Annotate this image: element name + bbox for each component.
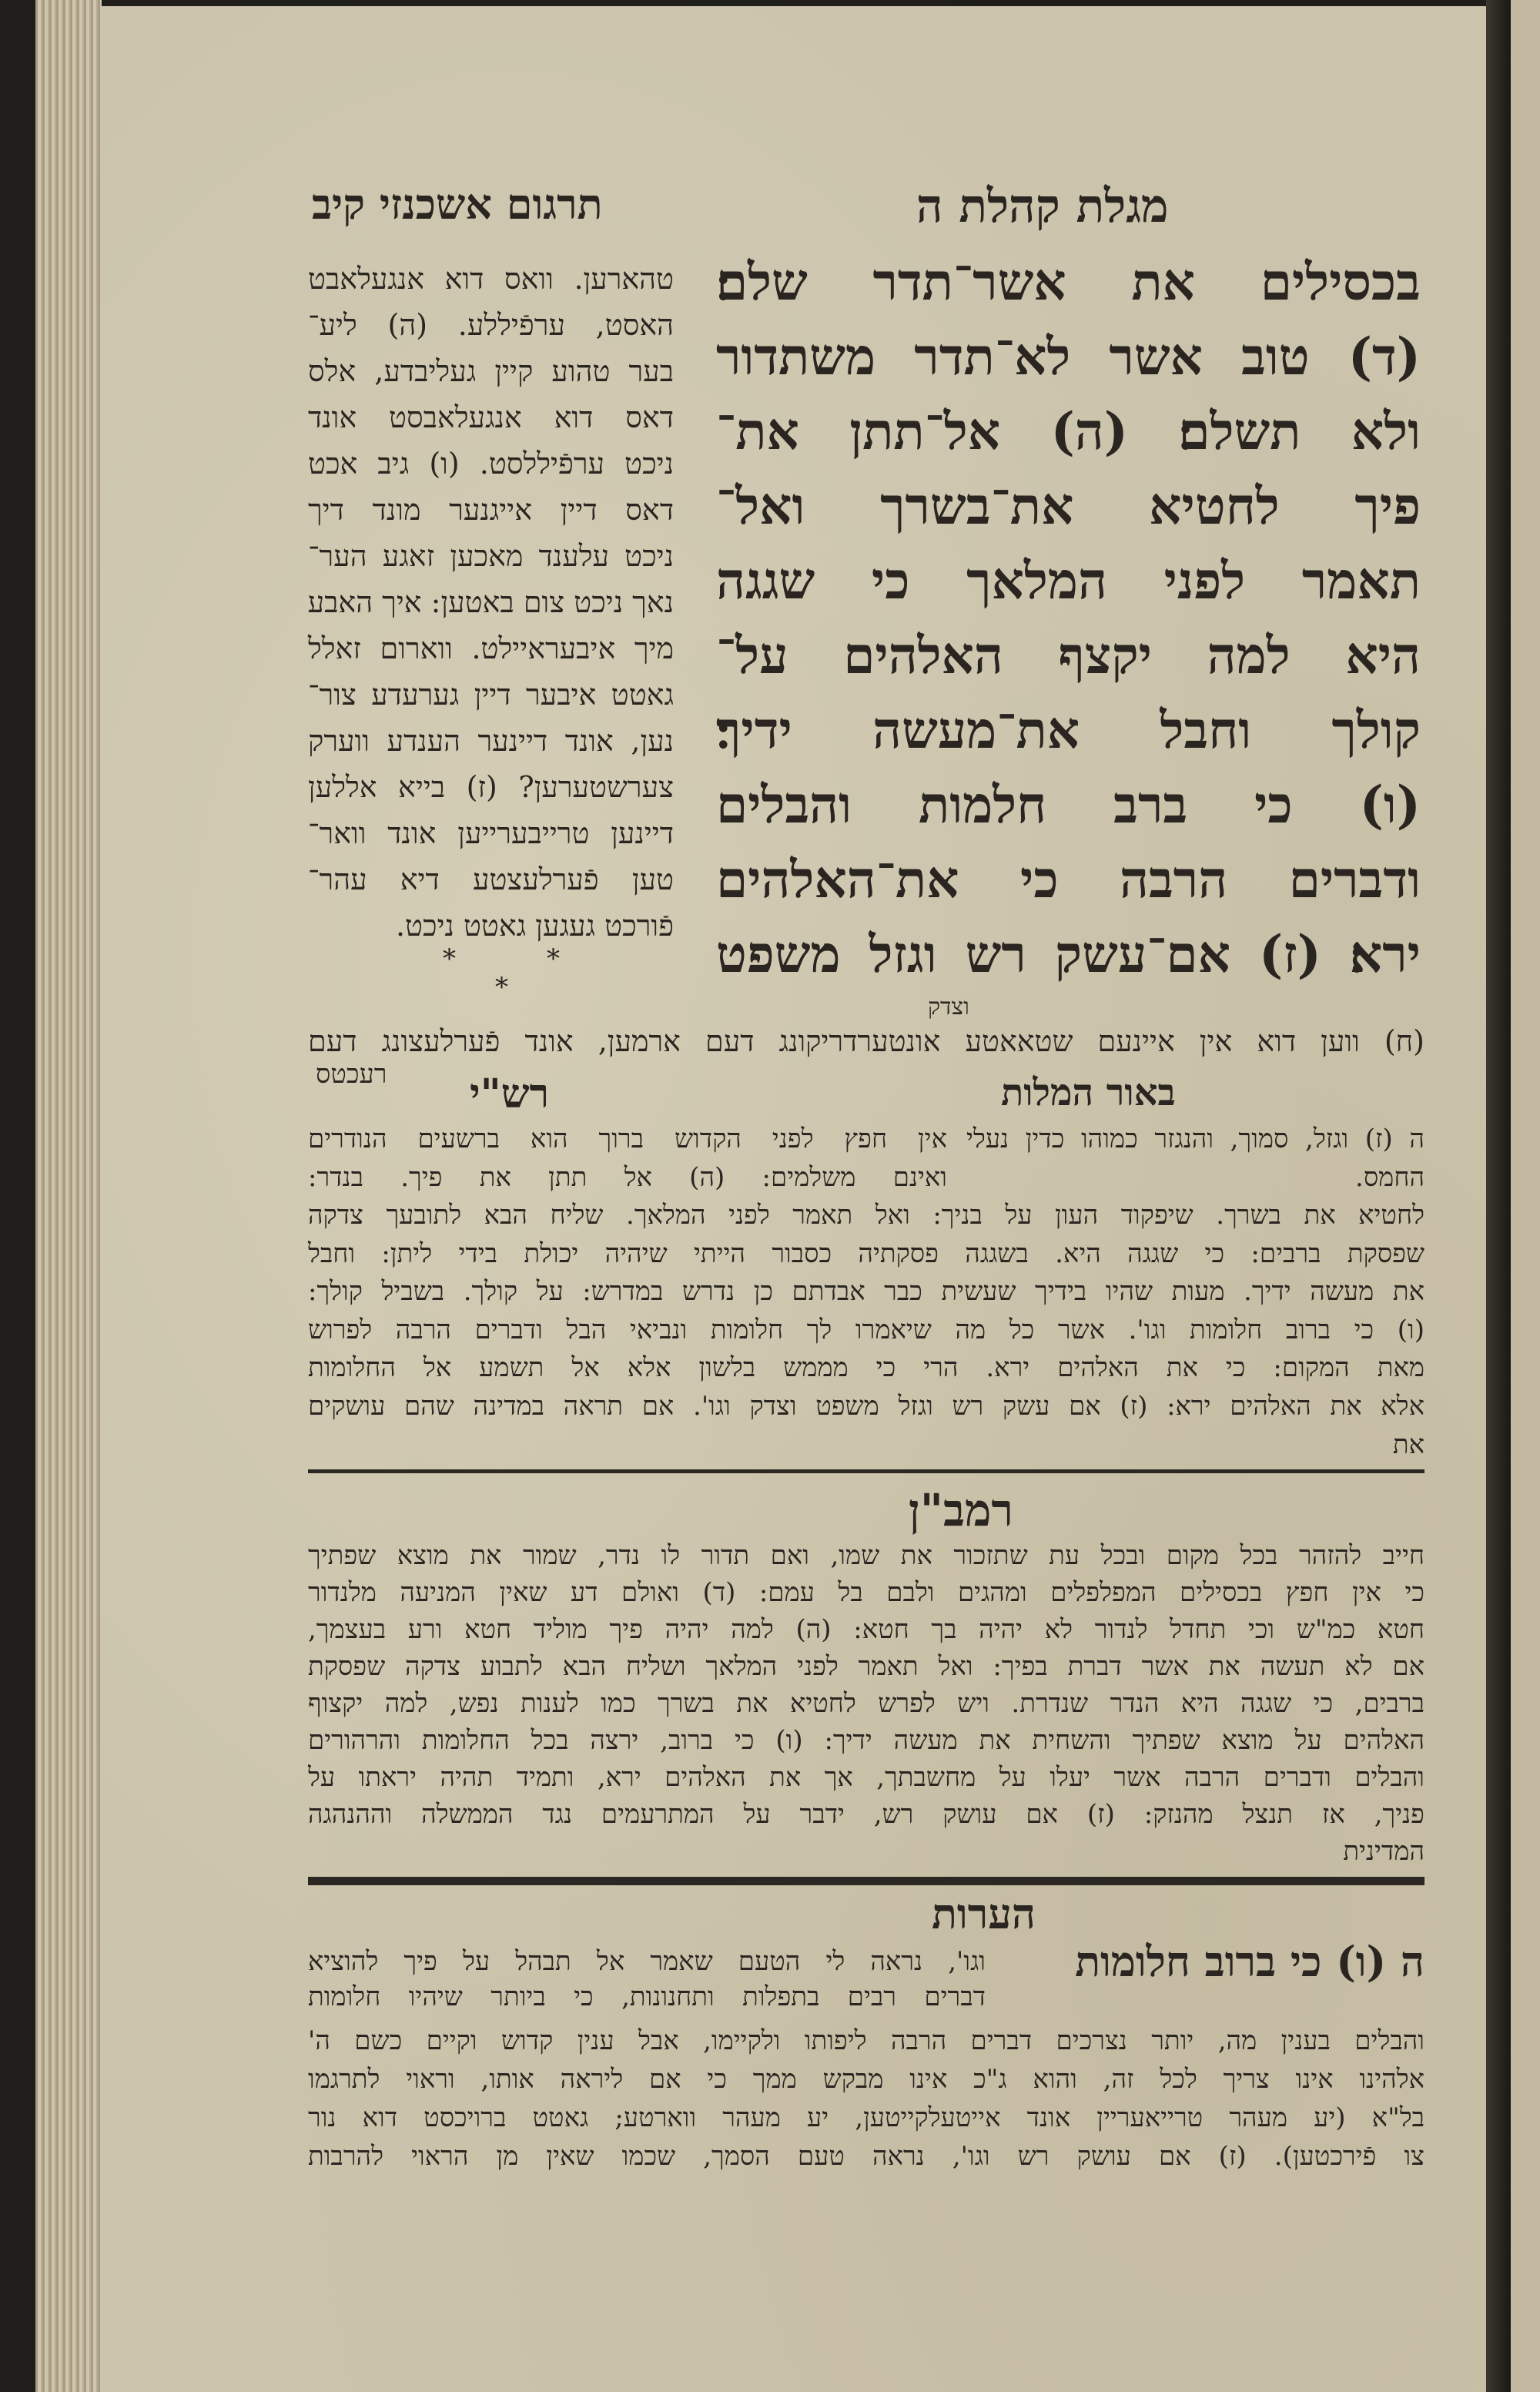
star-ornament: * [547,943,560,974]
note-line: צו פֿירכטען). (ז) אם עושק רש וגו', נראה טעם הסמך, שכמו שאין מן הראוי להרבות [308,2141,1424,2172]
star-ornament: * [443,943,456,974]
ramban-title: רמב"ן [909,1484,1013,1536]
ramban-line: המדינית [1343,1836,1424,1867]
verse-line: קולך וחבל את־מעשה ידיך׃ [716,700,1421,760]
targum-line: נען, אונד דיינער הענדע ווערק [308,724,674,758]
running-title: מגלת קהלת ה [916,179,1169,233]
facing-page-edge [1511,0,1540,2392]
targum-line: (ח) ווען דוא אין איינעם שטאאטע אונטערדריקונג דעם ארמען, אונד פֿערלעצונג דעם [308,1024,1424,1058]
targum-line: מיך איבעראיילט. ווארום זאלל [308,632,674,665]
verse-line: ולא תשלם׃ (ה) אל־תתן את־ [716,401,1421,461]
star-ornament: * [495,972,508,1003]
note-line: דברים רבים בתפלות ותחנונות, כי ביותר שיהיו חלומות [308,1982,986,2012]
targum-line: צערשטערען? (ז) בייא אללען [308,770,674,804]
targum-line: דיינען טרייבערייען אונד וואר־ [308,816,674,850]
verse-line: היא למה יקצף האלהים על־ [716,625,1421,685]
book-page-edges [35,0,102,2392]
biur-text [966,1121,1424,1197]
verse-line: (ו) כי ברב חלמות והבלים [716,775,1421,835]
rashi-text [308,1197,1424,1464]
targum-line: גאטט איבער דיין גערעדע צור־ [308,678,674,712]
notes-first-line [308,1942,986,1981]
note-line: וגו', נראה לי הטעם שאמר אל תבהל על פיך להוציא [308,1946,986,1977]
ramban-line: פניך, אז תנצל מהנזק: (ז) אם עושק רש, ידבר על המתרעמים נגד הממשלה וההנהגה [308,1799,1424,1830]
targum-line: ניכט עלענד מאכען זאגע הער־ [308,539,674,573]
verse-line: תאמר לפני המלאך כי שגגה [716,551,1421,611]
rashi-line: ואינם משלמים: (ה) אל תתן את פיך. בנדר: [308,1161,947,1193]
verse-line: ירא׃ (ז) אם־עשק רש וגזל משפט [716,924,1421,984]
rashi-title: רש"י [470,1070,550,1117]
targum-continuation [308,1018,1424,1064]
verse-line: פיך לחטיא את־בשרך ואל־ [716,476,1421,536]
notes-text [308,2022,1424,2176]
rashi-line: אין חפץ לפני הקדוש ברוך הוא ברשעים הנודרים [308,1124,947,1154]
verse-line: ודברים הרבה כי את־האלהים [716,849,1421,910]
biur-line: החמס. [1355,1161,1424,1193]
ramban-line: כי אין חפץ בכסילים המפלפלים ומהגים ולבם בל עמם: (ד) ואולם דע שאין המניעה מלנדור [308,1577,1424,1608]
biur-title: באור המלות [1001,1071,1176,1114]
targum-line: פֿורכט געגען גאטט ניכט. [395,909,674,943]
notes-title: הערות [932,1889,1036,1938]
notes-second-line [308,1978,986,2016]
targum-line: דאס דיין אייגנער מונד דיך [308,493,674,527]
targum-line: ניכט ערפֿיללסט. (ו) גיב אכט [308,447,674,481]
rashi-line: לחטיא את בשרך. שיפקוד העון על בניך: ואל תאמר לפני המלאך. שליח הבא לתובעך צדקה [308,1200,1424,1231]
note-line: בל"א (יע מעהר טרייאעריין אונד אייטעלקייטען, יע מעהר ווארטע; גאטט ברויכסט דוא נור [308,2102,1424,2133]
ramban-line: חייב להזהר בכל מקום ובכל עת שתזכור את שמו, ואם תדור לו נדר, שמור את מוצא שפתיך [308,1540,1424,1571]
targum-line: בער טהוע קיין געליבדע, אלס [308,354,674,388]
ramban-line: אם לא תעשה את אשר דברת בפיך: ואל תאמר לפני המלאך ושליח הבא לתבוע צדקה שפסקת [308,1651,1424,1682]
book-gutter [1486,0,1511,2392]
ramban-text [308,1537,1424,1870]
rashi-text-head [308,1121,947,1197]
targum-title: תרגום אשכנזי קיב [312,179,603,229]
rashi-line: שפסקת ברבים: כי שגגה היא. בשגגה פסקתיה כסבור הייתי שיהיה יכולת בידי ליתן: וחבל [307,1238,1424,1269]
divider-thick [308,1877,1424,1885]
scripture-text [716,245,1421,992]
targum-line: נאך ניכט צום באטען: איך האבע [307,585,674,619]
rashi-line: את [1392,1429,1424,1460]
ramban-line: ברבים, כי שגגה היא הנדר שנדרת. ויש לפרש לחטיא את בשרך כמו לענות נפש, למה יקצוף [308,1688,1424,1719]
targum-line: טען פֿערלעצטע דיא עהר־ [308,863,674,896]
divider [308,1469,1424,1473]
ramban-line: האלהים על מוצא שפתיך והשחית את מעשה ידיך: (ו) כי ברוב, ירצה בכל החלומות והרהורים [308,1725,1424,1756]
targum-line: האסט, ערפֿיללע. (ה) ליע־ [308,308,674,342]
ramban-line: והבלים ודברים הרבה אשר יעלו על מחשבתך, אך את האלהים ירא, ותמיד תהיה יראתו על [308,1762,1424,1793]
targum-continuation-end: רעכטס [316,1059,387,1090]
rashi-line: (ו) כי ברוב חלומות וגו'. אשר כל מה שיאמרו לך חלומות ונביאי הבל ודברים הרבה לפרוש [308,1314,1424,1345]
ramban-line: חטא כמ"ש וכי תחדל לנדור לא יהיה בך חטא: (ה) למה יהיה פיך מוליד חטא ורע בעצמך, [308,1614,1424,1645]
verse-line: בכסילים את אשר־תדר שלם׃ [716,252,1421,312]
notes-lead: ה (ו) כי ברוב חלומות [1075,1937,1424,1986]
targum-text [308,256,674,949]
targum-line: טהארען. וואס דוא אנגעלאבט [308,262,674,296]
note-line: והבלים בענין מה, יותר נצרכים דברים הרבה ליפותו ולקיימו, אבל ענין קדוש וקיים כשם ה' [308,2025,1424,2056]
rashi-line: אלא את האלהים ירא: (ז) אם עשק רש וגזל משפט וצדק וגו'. אם תראה במדינה שהם עושקים [308,1390,1424,1422]
rashi-line: מאת המקום: כי את האלהים ירא. הרי כי מממש בלשון אלא אל תשמע אל החלומות [308,1352,1424,1384]
catchword: וצדק [928,993,969,1020]
targum-line: דאס דוא אנגעלאבסט אונד [308,400,674,434]
note-line: אלהינו אינו צריך לכל זה, והוא ג"כ אינו מבקש ממך כי אם ליראה אותו, וראוי לתרגמו [308,2064,1424,2095]
verse-line: (ד) טוב אשר לא־תדר משתדור [716,327,1421,387]
biur-line: ה (ז) וגזל, סמוך, והנגזר כמוהו כדין נעלי [966,1124,1424,1154]
rashi-line: את מעשה ידיך. מעות שהיו בידיך שעשית כבר אבדתם כן נדרש במדרש: על קולך. בשביל קולך: [308,1276,1424,1308]
